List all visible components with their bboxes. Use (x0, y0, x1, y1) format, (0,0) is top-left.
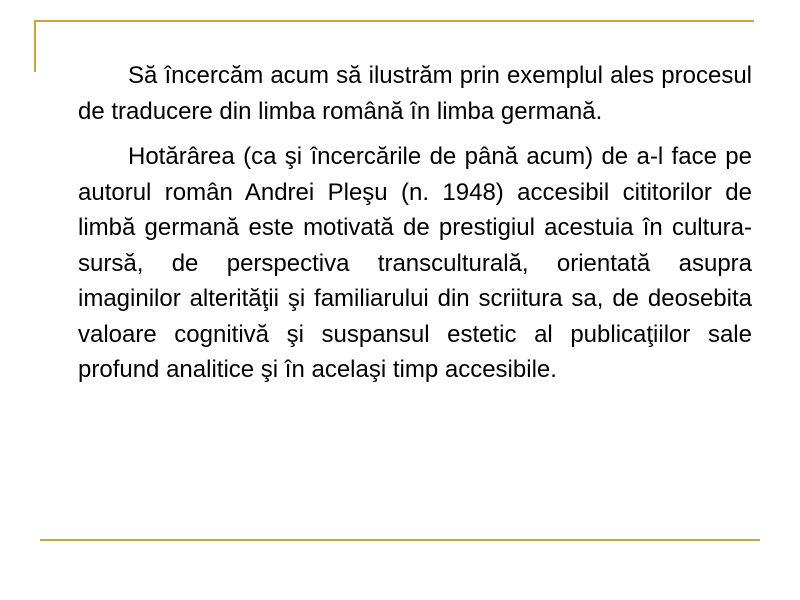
frame-top-line (34, 20, 754, 22)
frame-bottom-line (40, 539, 760, 541)
paragraph-1: Să încercăm acum să ilustrăm prin exemplul ales procesul de traducere din limba română în limba germană. (78, 62, 752, 125)
slide-body-text (78, 58, 752, 398)
paragraph-2: Hotărârea (ca şi încercările de până acum) de a-l face pe autorul român Andrei Pleşu (n. 1948) accesibil cititorilor de limbă germană este motivată de prestigiul acestuia în cultura-sursă, de perspectiva transculturală, orientată asupra imaginilor alterităţii şi familiarului din scriitura sa, de deosebita valoare cognitivă şi suspansul estetic al publicaţiilor sale profund analitice şi în acelaşi timp accesibile. (78, 143, 752, 383)
frame-left-line (34, 20, 36, 72)
